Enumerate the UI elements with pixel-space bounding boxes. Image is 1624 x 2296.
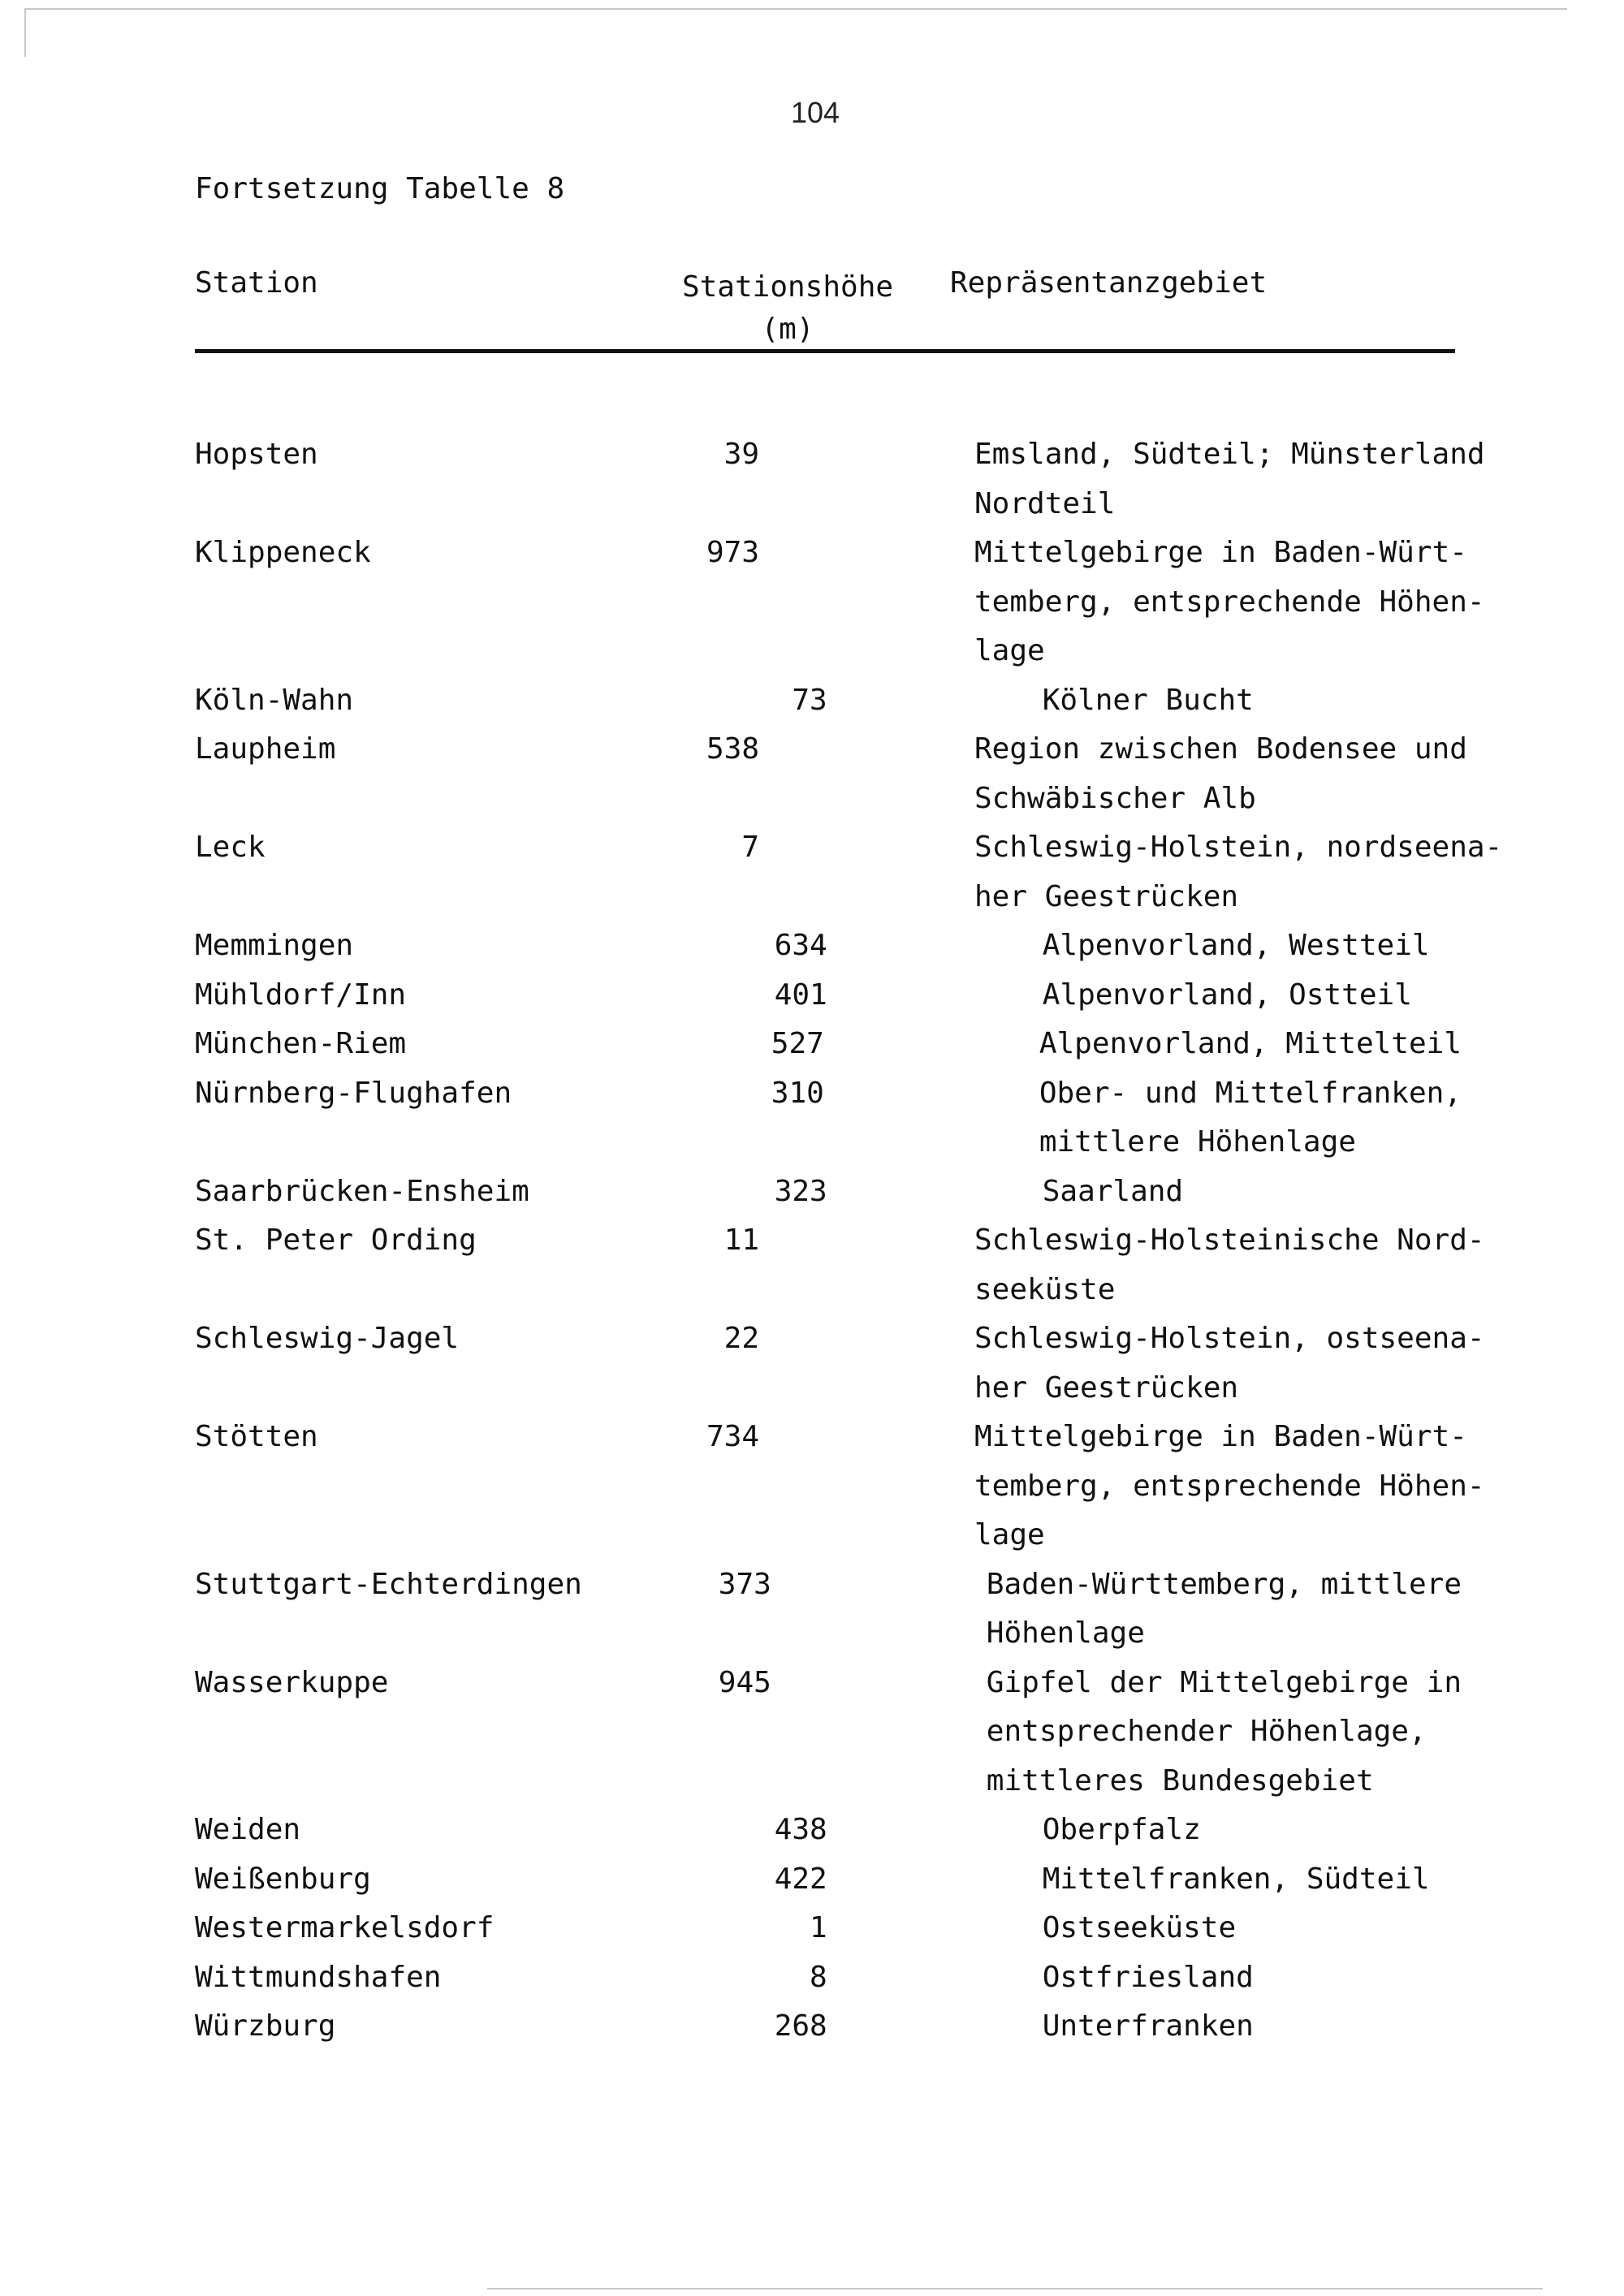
station-name: München-Riem [195, 1027, 407, 1060]
region-description [974, 823, 1503, 921]
region-line: Ostfriesland [1042, 1960, 1254, 1994]
station-height: 401 [774, 978, 827, 1012]
region-line: mittlere Höhenlage [1039, 1125, 1356, 1159]
region-line: her Geestrücken [974, 1370, 1239, 1405]
table-row [195, 2002, 1462, 2052]
region-line: Schwäbischer Alb [974, 781, 1256, 815]
region-description [1039, 1069, 1462, 1167]
station-height: 538 [706, 732, 759, 766]
region-line: lage [974, 634, 1045, 667]
station-height: 734 [706, 1420, 759, 1453]
station-name: Wittmundshafen [195, 1960, 442, 1994]
table-row [195, 529, 1485, 676]
region-description [974, 1216, 1485, 1314]
header-height-unit: (m) [761, 313, 814, 346]
header-height-label: Stationshöhe [681, 270, 894, 304]
scan-edge-left [24, 8, 26, 57]
station-height: 527 [771, 1027, 824, 1060]
table-row [195, 823, 1503, 921]
station-name: Stötten [195, 1420, 318, 1453]
region-line: mittleres Bundesgebiet [986, 1763, 1374, 1798]
station-height: 373 [718, 1567, 771, 1601]
station-height: 310 [771, 1076, 824, 1110]
region-line: Oberpfalz [1042, 1813, 1201, 1846]
station-name: Stuttgart-Echterdingen [195, 1567, 582, 1601]
station-name: Hopsten [195, 438, 318, 471]
table-row [195, 1953, 1462, 2003]
region-line: her Geestrücken [974, 879, 1239, 913]
station-name: St. Peter Ording [195, 1224, 477, 1257]
header-station: Station [195, 266, 318, 300]
table-row [195, 676, 1462, 726]
table-row [195, 1855, 1462, 1905]
region-line: Saarland [1042, 1174, 1184, 1208]
station-height: 973 [706, 536, 759, 569]
region-line: Emsland, Südteil; Münsterland [974, 438, 1485, 471]
station-name: Memmingen [195, 929, 354, 962]
table-row [195, 725, 1467, 823]
region-line: seeküste [974, 1272, 1116, 1306]
region-line: Kölner Bucht [1042, 683, 1254, 717]
station-height: 323 [774, 1174, 827, 1208]
table-row [195, 1314, 1485, 1413]
station-height: 7 [741, 831, 759, 864]
station-name: Leck [195, 831, 266, 864]
station-height: 438 [774, 1813, 827, 1846]
station-height: 268 [774, 2009, 827, 2043]
region-line: Höhenlage [986, 1616, 1145, 1650]
region-line: Nordteil [974, 486, 1116, 520]
station-name: Schleswig-Jagel [195, 1322, 460, 1355]
station-name: Westermarkelsdorf [195, 1911, 495, 1944]
station-height: 634 [774, 929, 827, 962]
region-line: Mittelgebirge in Baden-Würt- [974, 536, 1467, 569]
region-line: temberg, entsprechende Höhen- [974, 585, 1485, 619]
region-description [1043, 971, 1462, 1021]
region-line: Alpenvorland, Westteil [1042, 929, 1430, 962]
table-row [195, 1167, 1462, 1217]
station-height: 11 [723, 1224, 759, 1257]
table-row [195, 1806, 1462, 1855]
region-description [1043, 1806, 1462, 1855]
region-description [974, 725, 1467, 823]
table-header [195, 266, 1455, 356]
station-height: 73 [792, 683, 827, 717]
station-height: 1 [810, 1911, 827, 1944]
region-description [1043, 1953, 1462, 2003]
region-line: Unterfranken [1042, 2009, 1254, 2043]
table-row [195, 971, 1462, 1021]
region-description [974, 529, 1485, 676]
region-line: Ober- und Mittelfranken, [1039, 1076, 1462, 1110]
region-description [1039, 1020, 1462, 1069]
page-number: 104 [791, 96, 840, 129]
station-name: Würzburg [195, 2009, 336, 2043]
station-name: Mühldorf/Inn [195, 978, 407, 1012]
station-name: Weiden [195, 1813, 301, 1846]
table-row [195, 1659, 1462, 1806]
region-line: Alpenvorland, Ostteil [1042, 978, 1412, 1012]
header-rule [195, 349, 1455, 353]
table-caption: Fortsetzung Tabelle 8 [195, 172, 565, 205]
region-description [1043, 921, 1462, 971]
region-description [1043, 1904, 1462, 1953]
header-region: Repräsentanzgebiet [950, 266, 1268, 300]
table-body [195, 430, 1503, 2052]
table-row [195, 1904, 1462, 1953]
region-line: Gipfel der Mittelgebirge in [986, 1665, 1462, 1699]
region-line: Schleswig-Holstein, nordseena- [974, 831, 1503, 864]
station-name: Köln-Wahn [195, 683, 354, 717]
region-line: Schleswig-Holsteinische Nord- [974, 1224, 1485, 1257]
region-line: Ostseeküste [1042, 1911, 1237, 1944]
region-line: Baden-Württemberg, mittlere [986, 1567, 1462, 1601]
region-description [1043, 2002, 1462, 2052]
region-description [1043, 676, 1462, 726]
region-line: temberg, entsprechende Höhen- [974, 1469, 1485, 1503]
region-line: Mittelgebirge in Baden-Würt- [974, 1420, 1467, 1453]
region-description [1043, 1167, 1462, 1217]
station-height: 422 [774, 1862, 827, 1896]
station-height: 39 [723, 438, 759, 471]
scan-edge-top [24, 8, 1567, 10]
table-row [195, 1216, 1485, 1314]
station-name: Klippeneck [195, 536, 371, 569]
station-name: Saarbrücken-Ensheim [195, 1174, 529, 1208]
table-row [195, 921, 1462, 971]
region-description [987, 1560, 1462, 1659]
region-description [974, 1314, 1485, 1413]
region-description [974, 430, 1485, 529]
region-description [987, 1659, 1462, 1806]
region-line: Schleswig-Holstein, ostseena- [974, 1322, 1485, 1355]
station-height: 945 [718, 1665, 771, 1699]
region-line: entsprechender Höhenlage, [986, 1715, 1427, 1748]
region-line: Region zwischen Bodensee und [974, 732, 1467, 766]
scan-edge-bottom [487, 2288, 1543, 2290]
region-line: lage [974, 1518, 1045, 1552]
table-row [195, 1020, 1462, 1069]
table-row [195, 1069, 1462, 1167]
station-name: Wasserkuppe [195, 1665, 389, 1699]
station-name: Nürnberg-Flughafen [195, 1076, 512, 1110]
region-line: Mittelfranken, Südteil [1042, 1862, 1430, 1896]
region-description [1043, 1855, 1462, 1905]
station-name: Laupheim [195, 732, 336, 766]
table-row [195, 430, 1485, 529]
region-description [974, 1413, 1485, 1560]
region-line: Alpenvorland, Mittelteil [1039, 1027, 1462, 1060]
header-station-height [629, 266, 946, 351]
station-height: 8 [810, 1960, 827, 1994]
table-row [195, 1413, 1485, 1560]
station-height: 22 [723, 1322, 759, 1355]
table-row [195, 1560, 1462, 1659]
station-name: Weißenburg [195, 1862, 371, 1896]
